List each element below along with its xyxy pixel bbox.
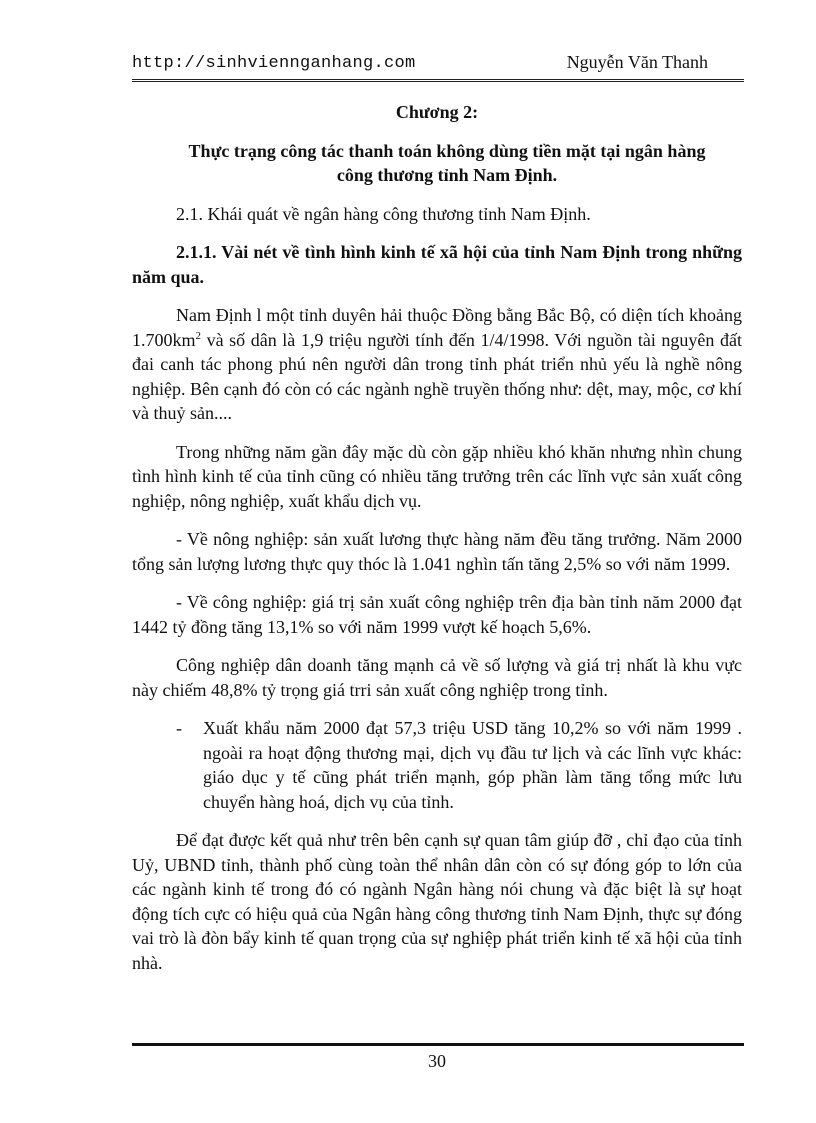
chapter-title-line2: công thương tỉnh Nam Định.: [336, 165, 558, 185]
header-url: http://sinhviennganhang.com: [132, 54, 416, 73]
bullet-mark: -: [176, 718, 182, 738]
bullet-text: Xuất khẩu năm 2000 đạt 57,3 triệu USD tăng 10,2% so với năm 1999 . ngoài ra hoạt động thương mại, dịch vụ đầu tư lịch và các lĩnh vực khác: giáo dục y tế cũng phát triển mạnh, góp phần làm tăng tổng mức lưu chuyển hàng hoá, dịch vụ của tỉnh.: [203, 718, 742, 812]
paragraph-intro: [132, 303, 742, 426]
paragraph-industry: - Về công nghiệp: giá trị sản xuất công nghiệp trên địa bàn tỉnh năm 2000 đạt 1442 tỷ đồng tăng 13,1% so với năm 1999 vượt kế hoạch 5,6%.: [132, 592, 742, 637]
subsection-heading: 2.1.1. Vài nét về tình hình kinh tế xã hội của tỉnh Nam Định trong những năm qua.: [132, 242, 742, 287]
paragraph-intro-part2: và số dân là 1,9 triệu người tính đến 1/4/1998. Với nguồn tài nguyên đất đai canh tác phong phú nên người dân trong tỉnh phát triển nhủ yếu là nghề nông nghiệp. Bên cạnh đó còn có các ngành nghề truyền thống như: dệt, may, mộc, cơ khí và thuỷ sản....: [132, 329, 742, 423]
paragraph-growth: Trong những năm gần đây mặc dù còn gặp nhiều khó khăn nhưng nhìn chung tình hình kinh tế của tỉnh cũng có nhiều tăng trưởng trên các lĩnh vực sản xuất công nghiệp, nông nghiệp, xuất khẩu dịch vụ.: [132, 441, 742, 511]
paragraph-intro-part1: Nam Định l một tỉnh duyên hải thuộc Đồng bằng Bắc Bộ, có diện tích khoảng 1.700km: [132, 305, 742, 350]
page-number: 30: [428, 1051, 446, 1071]
paragraph-conclusion: Để đạt được kết quả như trên bên cạnh sự quan tâm giúp đỡ , chỉ đạo của tỉnh Uỷ, UBND tỉnh, thành phố cùng toàn thể nhân dân còn có sự đóng góp to lớn của các ngành kinh tế trong đó có ngành Ngân hàng nói chung và đặc biệt là sự hoạt động tích cực có hiệu quả của Ngân hàng công thương tỉnh Nam Định, thực sự đóng vai trò là đòn bẩy kinh tế quan trọng của sự nghiệp phát triển kinh tế xã hội của tỉnh nhà.: [132, 830, 742, 973]
chapter-title: [132, 139, 742, 188]
paragraph-private-industry: Công nghiệp dân doanh tăng mạnh cả về số lượng và giá trị nhất là khu vực này chiếm 48,8% tỷ trọng giá trri sản xuất công nghiệp trong tỉnh.: [132, 655, 742, 700]
footer-divider: [132, 1043, 744, 1046]
page-header: [132, 52, 744, 76]
chapter-title-line1: Thực trạng công tác thanh toán không dùng tiền mặt tại ngân hàng: [188, 140, 706, 161]
page-body: [132, 100, 742, 989]
header-author: Nguyễn Văn Thanh: [566, 52, 708, 72]
bullet-export: [132, 716, 742, 814]
superscript-2: 2: [195, 329, 202, 342]
header-divider: [132, 79, 744, 82]
paragraph-agriculture: - Về nông nghiệp: sản xuất lương thực hàng năm đều tăng trưởng. Năm 2000 tổng sản lượng lương thực quy thóc là 1.041 nghìn tấn tăng 2,5% so với năm 1999.: [132, 529, 742, 574]
chapter-label: Chương 2:: [395, 102, 479, 122]
section-heading: 2.1. Khái quát về ngân hàng công thương tỉnh Nam Định.: [176, 203, 591, 224]
